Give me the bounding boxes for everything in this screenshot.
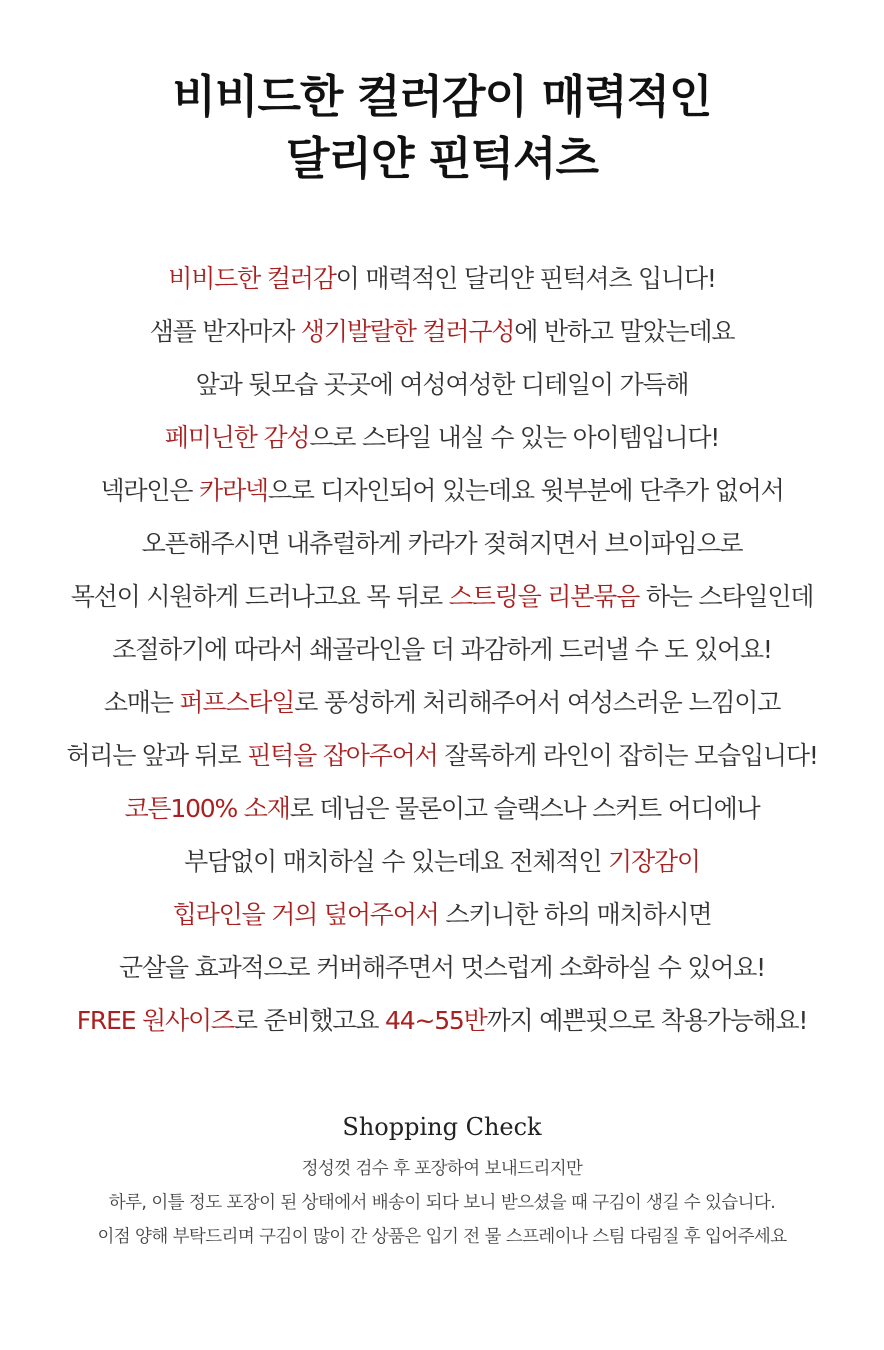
product-title <box>0 66 884 190</box>
description-line <box>0 464 884 517</box>
description-line <box>0 305 884 358</box>
shopping-check-notice <box>0 1152 884 1254</box>
shopping-check-line: 하루, 이틀 정도 포장이 된 상태에서 배송이 되다 보니 받으셨을 때 구김이 생길 수 있습니다. <box>108 1193 776 1213</box>
highlighted-text: 카라넥 <box>199 476 268 505</box>
description-line <box>0 994 884 1047</box>
description-line <box>0 411 884 464</box>
description-line <box>0 676 884 729</box>
highlighted-text: 생기발랄한 컬러구성 <box>300 317 515 346</box>
description-text: 허리는 앞과 뒤로 <box>66 741 248 770</box>
description-text: 소매는 <box>103 688 180 717</box>
product-description <box>0 252 884 1047</box>
description-text: 목선이 시원하게 드러나고요 목 뒤로 <box>70 582 449 611</box>
description-text: 로 풍성하게 처리해주어서 여성스러운 느낌이고 <box>294 688 781 717</box>
highlighted-text: 코튼100% 소재 <box>124 794 290 823</box>
description-text: 오픈해주시면 내츄럴하게 카라가 젖혀지면서 브이파임으로 <box>141 529 743 558</box>
product-title-line-2: 달리얀 핀턱셔츠 <box>286 132 598 185</box>
shopping-check-title: Shopping Check <box>342 1113 542 1141</box>
description-text: 로 데님은 물론이고 슬랙스나 스커트 어디에나 <box>289 794 760 823</box>
highlighted-text: 핀턱을 잡아주어서 <box>247 741 438 770</box>
description-text: 조절하기에 따라서 쇄골라인을 더 과감하게 드러낼 수 도 있어요! <box>112 635 772 664</box>
highlighted-text: FREE 원사이즈 <box>76 1006 234 1035</box>
description-line <box>0 835 884 888</box>
description-line <box>0 570 884 623</box>
description-text: 잘록하게 라인이 잡히는 모습입니다! <box>437 741 818 770</box>
description-line <box>0 941 884 994</box>
description-text: 이 매력적인 달리얀 핀턱셔츠 입니다! <box>335 264 716 293</box>
description-text: 까지 예쁜핏으로 착용가능해요! <box>486 1006 808 1035</box>
description-line <box>0 782 884 835</box>
description-text: 로 준비했고요 <box>233 1006 386 1035</box>
description-text: 으로 스타일 내실 수 있는 아이템입니다! <box>309 423 720 452</box>
description-text: 하는 스타일인데 <box>639 582 814 611</box>
highlighted-text: 44~55반 <box>385 1006 487 1035</box>
description-text: 샘플 받자마자 <box>149 317 301 346</box>
shopping-check-line: 이점 양해 부탁드리며 구김이 많이 간 상품은 입기 전 물 스프레이나 스팀 다림질 후 입어주세요 <box>97 1227 787 1247</box>
description-line <box>0 623 884 676</box>
description-text: 에 반하고 말았는데요 <box>514 317 735 346</box>
description-line <box>0 358 884 411</box>
description-line <box>0 517 884 570</box>
highlighted-text: 스트링을 리본묶음 <box>448 582 640 611</box>
description-text: 스키니한 하의 매치하시면 <box>438 900 712 929</box>
shopping-check-line: 정성껏 검수 후 포장하여 보내드리지만 <box>301 1159 583 1179</box>
product-title-line-1: 비비드한 컬러감이 매력적인 <box>172 70 712 123</box>
description-text: 앞과 뒷모습 곳곳에 여성여성한 디테일이 가득해 <box>195 370 689 399</box>
highlighted-text: 퍼프스타일 <box>179 688 295 717</box>
description-text: 넥라인은 <box>100 476 199 505</box>
highlighted-text: 비비드한 컬러감 <box>168 264 336 293</box>
highlighted-text: 기장감이 <box>608 847 700 876</box>
description-text: 부담없이 매치하실 수 있는데요 전체적인 <box>184 847 609 876</box>
description-line <box>0 729 884 782</box>
description-line <box>0 252 884 305</box>
highlighted-text: 페미닌한 감성 <box>164 423 310 452</box>
description-text: 군살을 효과적으로 커버해주면서 멋스럽게 소화하실 수 있어요! <box>118 953 765 982</box>
highlighted-text: 힙라인을 거의 덮어주어서 <box>172 900 439 929</box>
description-text: 으로 디자인되어 있는데요 윗부분에 단추가 없어서 <box>267 476 784 505</box>
description-line <box>0 888 884 941</box>
